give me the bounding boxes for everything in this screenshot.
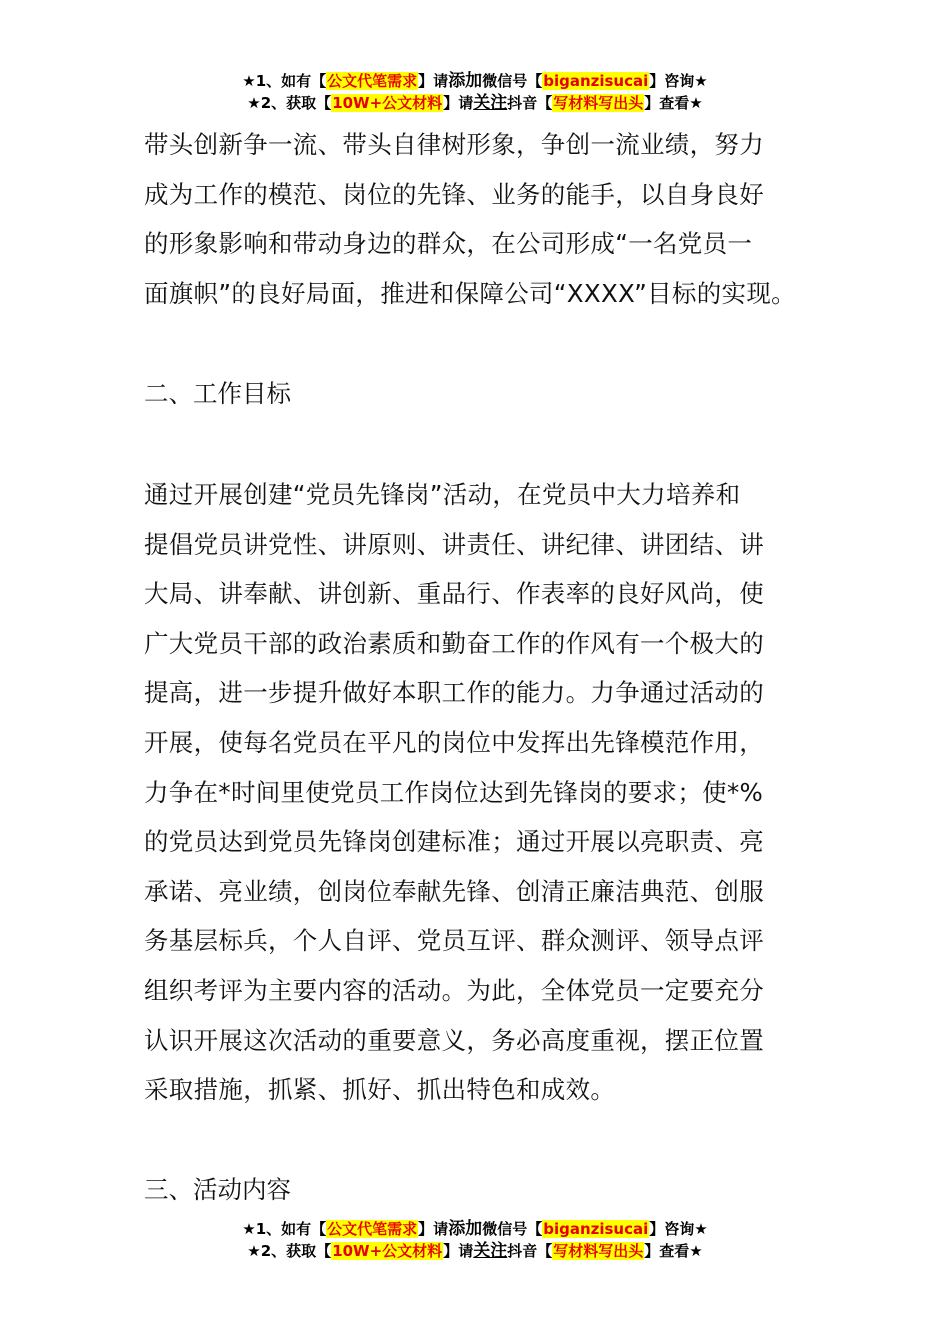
text-line: 组织考评为主要内容的活动。为此，全体党员一定要充分 [144,975,764,1005]
banner-text: 】咨询★ [649,72,708,90]
banner-text: 】请 [443,1242,474,1260]
banner-text: 微信号【 [482,1220,543,1238]
banner-highlight: 10W+公文材料 [332,94,443,112]
text-line: 大局、讲奉献、讲创新、重品行、作表率的良好风尚，使 [144,579,764,609]
text-line: 广大党员干部的政治素质和勤奋工作的作风有一个极大的 [144,628,764,658]
banner-douyin-id: 写材料写出头 [553,94,644,112]
banner-emphasis: 关注 [473,93,508,113]
banner-line-2 [0,1240,950,1262]
text-line: 成为工作的模范、岗位的先锋、业务的能手，以自身良好 [144,179,764,209]
text-line: 的形象影响和带动身边的群众，在公司形成“一名党员一 [144,229,753,259]
banner-highlight: 公文代笔需求 [327,1220,418,1238]
banner-text: 抖音【 [507,94,553,112]
banner-text: 】咨询★ [649,1220,708,1238]
banner-douyin-id: 写材料写出头 [553,1242,644,1260]
text-line: 提高，进一步提升做好本职工作的能力。力争通过活动的 [144,678,764,708]
section-heading-activity-content: 三、活动内容 [144,1175,291,1204]
banner-emphasis: 添加 [448,1219,483,1239]
banner-text: 】查看★ [644,94,703,112]
banner-line-2 [0,92,950,114]
banner-text: ★2、获取【 [247,94,332,112]
bottom-banner [0,1218,950,1262]
banner-emphasis: 关注 [473,1241,508,1261]
banner-line-1 [0,70,950,92]
banner-text: 微信号【 [482,72,543,90]
text-line: 采取措施，抓紧、抓好、抓出特色和成效。 [144,1075,616,1105]
banner-text: 】请 [418,1220,449,1238]
banner-wechat-id: biganzisucai [543,72,649,90]
text-line: 务基层标兵，个人自评、党员互评、群众测评、领导点评 [144,926,764,956]
banner-wechat-id: biganzisucai [543,1220,649,1238]
banner-highlight: 10W+公文材料 [332,1242,443,1260]
banner-text: 】请 [443,94,474,112]
text-line: 提倡党员讲党性、讲原则、讲责任、讲纪律、讲团结、讲 [144,529,764,559]
banner-text: 抖音【 [507,1242,553,1260]
banner-text: ★1、如有【 [242,1220,327,1238]
banner-highlight: 公文代笔需求 [327,72,418,90]
text-line: 面旗帜”的良好局面，推进和保障公司“XXXX”目标的实现。 [144,278,796,308]
work-goals-paragraph [144,470,809,1115]
text-line: 认识开展这次活动的重要意义，务必高度重视，摆正位置 [144,1025,764,1055]
intro-paragraph [144,120,809,318]
banner-text: 】请 [418,72,449,90]
section-heading-work-goals: 二、工作目标 [144,379,291,408]
banner-text: ★1、如有【 [242,72,327,90]
text-line: 带头创新争一流、带头自律树形象，争创一流业绩，努力 [144,130,764,159]
banner-text: ★2、获取【 [247,1242,332,1260]
banner-emphasis: 添加 [448,71,483,91]
banner-line-1 [0,1218,950,1240]
banner-text: 】查看★ [644,1242,703,1260]
text-line: 的党员达到党员先锋岗创建标准；通过开展以亮职责、亮 [144,827,764,857]
top-banner [0,70,950,114]
text-line: 通过开展创建“党员先锋岗”活动，在党员中大力培养和 [144,480,741,509]
text-line: 承诺、亮业绩，创岗位奉献先锋、创清正廉洁典范、创服 [144,876,764,906]
text-line: 力争在*时间里使党员工作岗位达到先锋岗的要求；使*% [144,777,764,807]
text-line: 开展，使每名党员在平凡的岗位中发挥出先锋模范作用， [144,727,764,757]
